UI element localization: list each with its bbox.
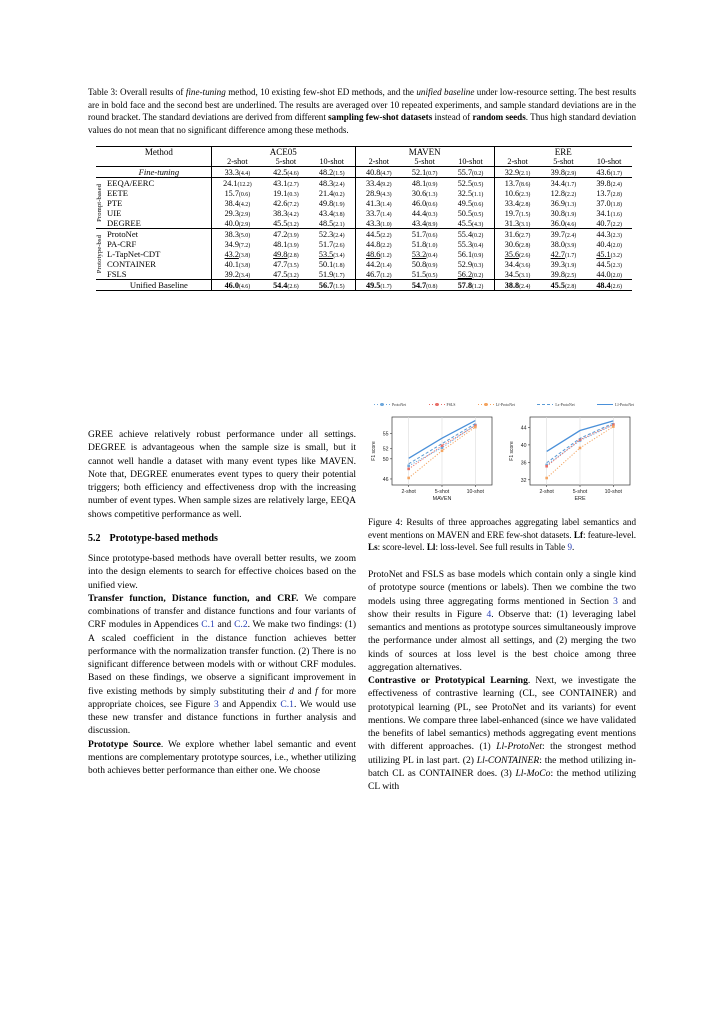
cross-reference-link[interactable]: C.2 (234, 619, 248, 631)
score-cell: 30.8(1.9) (550, 208, 577, 218)
score-cell: 44.5(2.3) (596, 259, 622, 269)
score-cell: 49.5(0.6) (457, 198, 484, 208)
y-tick-label: 50 (382, 456, 389, 463)
score-cell: 51.5(0.5) (411, 269, 438, 279)
legend-item-protonet (374, 402, 406, 407)
score-cell: 57.8(1.2) (447, 280, 494, 291)
score-cell: 29.3(2.9) (211, 208, 263, 218)
header-shot-ere-5: 5-shot (553, 157, 574, 167)
legend-swatch-protonet (374, 402, 390, 407)
score-cell: 19.7(1.5) (494, 208, 541, 218)
y-tick-label: 32 (520, 477, 527, 484)
legend-label: Lf-ProtoNet (495, 402, 515, 407)
table3-block (88, 86, 636, 291)
score-cell: 47.7(3.5) (273, 259, 299, 269)
cross-reference-link[interactable]: 9 (567, 542, 573, 552)
x-tick-label: 2-shot (539, 489, 554, 495)
score-cell: 55.4(0.2) (447, 229, 494, 240)
score-cell: 38.0(3.9) (550, 239, 577, 249)
score-cell: 48.4(2.6) (586, 280, 632, 291)
x-tick-label: 2-shot (401, 489, 416, 495)
table-row (96, 178, 632, 189)
score-cell: 47.2(3.9) (263, 229, 309, 240)
score-cell: 52.5(0.5) (447, 178, 494, 189)
series-marker (407, 465, 410, 468)
score-cell: 38.3(4.2) (273, 208, 299, 218)
method-name-cell: CONTAINER (107, 259, 156, 270)
score-cell: 39.8(2.4) (586, 178, 632, 189)
table-row (96, 259, 632, 269)
score-cell: 48.1(0.9) (402, 178, 448, 189)
score-cell: 32.9(2.1) (494, 167, 541, 178)
score-cell: 56.7(1.5) (309, 280, 356, 291)
x-tick-label: 5-shot (572, 489, 588, 495)
score-cell: 48.1(3.9) (273, 239, 299, 249)
score-cell: 34.1(1.6) (596, 208, 622, 218)
score-cell: 52.3(2.4) (309, 229, 356, 240)
score-cell: 43.3(1.0) (355, 218, 402, 229)
score-cell: 13.7(2.8) (596, 188, 622, 198)
series-marker (545, 465, 548, 468)
score-cell: 43.2(3.8) (211, 249, 263, 259)
method-name-cell: PTE (107, 198, 123, 209)
score-cell: 56.1(0.9) (457, 249, 484, 259)
score-cell: 40.8(4.7) (355, 167, 402, 178)
header-dataset-ace05: ACE05 (211, 147, 355, 158)
score-cell: 39.8(2.9) (541, 167, 587, 178)
table-row (96, 249, 632, 259)
legend-item-lf-protonet (478, 402, 515, 407)
score-cell: 36.0(4.6) (550, 218, 577, 228)
score-cell: 43.4(8.9) (411, 218, 438, 228)
score-cell: 28.9(4.3) (355, 188, 402, 198)
header-shot-maven-10: 10-shot (458, 157, 483, 167)
score-cell: 39.3(1.9) (550, 259, 577, 269)
legend-swatch-fsls (429, 402, 445, 407)
legend-item-fsls (429, 402, 456, 407)
score-cell: 41.3(1.4) (355, 198, 402, 208)
legend-swatch-ls-protonet (537, 402, 553, 407)
score-cell: 53.2(0.4) (411, 249, 438, 259)
x-axis-title: ERE (574, 496, 586, 502)
score-cell: 54.4(2.6) (263, 280, 309, 291)
score-cell: 51.7(0.6) (402, 229, 448, 240)
section-title: Prototype-based methods (109, 532, 218, 544)
legend-item-ll-protonet (597, 402, 634, 407)
score-cell: 21.4(0.2) (318, 188, 345, 198)
chart-maven (368, 411, 498, 511)
header-shot-ace05-10: 10-shot (319, 157, 345, 167)
method-name-cell: ProtoNet (107, 229, 211, 240)
y-tick-label: 36 (520, 460, 527, 467)
figure4-charts (368, 411, 636, 511)
score-cell: 38.8(2.4) (494, 280, 541, 291)
series-marker (441, 449, 444, 452)
score-cell: 31.6(2.7) (494, 229, 541, 240)
score-cell: 44.3(2.3) (586, 229, 632, 240)
score-cell: 47.5(3.2) (273, 269, 299, 279)
score-cell: 45.1(3.2) (596, 249, 622, 259)
y-tick-label: 55 (382, 431, 389, 438)
table-row (96, 198, 632, 208)
score-cell: 44.5(2.2) (355, 229, 402, 240)
score-cell: 34.4(1.7) (541, 178, 587, 189)
legend-label: Ll-ProtoNet (615, 402, 634, 407)
series-marker (612, 425, 615, 428)
paragraph-contrastive-prototypical: Contrastive or Prototypical Learning. Next, we investigate the effectiveness of contrastive learning (CL, see CONTAINER) and prototypical learning (PL, see ProtoNet and its variants) for event mentions. We compare three label-enhanced (since we have validated the benefits of label semantics) methods aggregating event mentions with different approaches. (1) Ll-ProtoNet: the strongest method utilizing PL in last part. (2) Ll-CONTAINER: the method utilizing in-batch CL as CONTAINER does. (3) Ll-MoCo: the method utilizing CL with (368, 675, 636, 792)
table-header-row-shots (96, 157, 632, 167)
table-row (96, 188, 632, 198)
x-tick-label: 10-shot (604, 489, 622, 495)
y-tick-label: 40 (520, 442, 527, 449)
score-cell: 40.0(2.9) (211, 218, 263, 229)
row-group-label-text: Prototype-bsd (96, 235, 103, 274)
score-cell: 44.8(2.2) (355, 239, 402, 249)
y-tick-label: 46 (382, 476, 389, 483)
score-cell: 32.5(1.1) (457, 188, 484, 198)
table-row (96, 218, 632, 229)
header-dataset-maven: MAVEN (355, 147, 494, 158)
legend-swatch-ll-protonet (597, 402, 613, 407)
score-cell: 50.5(0.5) (457, 208, 484, 218)
legend-swatch-lf-protonet (478, 402, 494, 407)
score-cell: 50.8(0.9) (411, 259, 438, 269)
score-cell: 43.6(1.7) (586, 167, 632, 178)
table-row (96, 208, 632, 218)
table-row (96, 167, 632, 178)
score-cell: 36.9(1.3) (550, 198, 577, 208)
header-shot-maven-2: 2-shot (355, 157, 402, 167)
legend-label: FSLS (446, 402, 456, 407)
score-cell: 46.0(4.6) (211, 280, 263, 291)
table3-caption: Table 3: Overall results of fine-tuning method, 10 existing few-shot ED methods, and the unified baseline under low-resource setting. The best results are in bold face and the second best are underlined. The results are averaged over 10 repeated experiments, and sample standard deviations are in the round bracket. The standard deviations are derived from different sampling few-shot datasets instead of random seeds. Thus high standard deviation values do not mean that no significant difference among these methods. (88, 87, 636, 135)
score-cell: 37.0(1.8) (596, 198, 622, 208)
method-name-cell: L-TapNet-CDT (107, 249, 161, 260)
score-cell: 44.2(1.4) (355, 259, 402, 269)
legend-item-ls-protonet (537, 402, 574, 407)
score-cell: 45.5(2.8) (541, 280, 587, 291)
table-row (96, 269, 632, 280)
score-cell: 44.4(0.3) (411, 208, 438, 218)
row-group-label-text: Prompt-based (96, 184, 103, 223)
score-cell: 43.1(2.7) (263, 178, 309, 189)
cross-reference-link[interactable]: C.1 (280, 698, 294, 710)
score-cell: 24.1(12.2) (211, 178, 263, 189)
score-cell: 55.7(0.2) (447, 167, 494, 178)
table-row (96, 280, 632, 291)
method-name-cell: Fine-tuning (107, 167, 211, 178)
paragraph-degree-discussion: GREE achieve relatively robust performance under all settings. DEGREE is advantageous when the sample size is small, but it cannot well handle a dataset with many event types like MAVEN. Note that, DEGREE enumerates event types to query their potential triggers; both efficiency and effectiveness drop with the increasing number of event types. When sample sizes are relatively large, EEQA shows competitive performance as well. (88, 429, 356, 520)
group-spacer (96, 147, 107, 158)
score-cell: 39.2(3.4) (211, 269, 263, 280)
header-shot-maven-5: 5-shot (414, 157, 435, 167)
score-cell: 19.1(0.3) (273, 188, 299, 198)
score-cell: 30.6(1.3) (411, 188, 438, 198)
chart-ere (506, 411, 636, 511)
y-tick-label: 52 (382, 446, 389, 453)
score-cell: 34.5(3.1) (494, 269, 541, 280)
score-cell: 33.4(9.2) (355, 178, 402, 189)
series-marker (545, 477, 548, 480)
figure4-block (368, 400, 636, 554)
score-cell: 38.4(4.2) (211, 198, 263, 208)
row-group-label-prototype-based (96, 229, 107, 280)
score-cell: 40.4(2.0) (596, 239, 622, 249)
header-shot-ere-2: 2-shot (494, 157, 541, 167)
score-cell: 40.1(3.8) (211, 259, 263, 269)
score-cell: 48.3(2.4) (309, 178, 356, 189)
method-name-cell: Unified Baseline (107, 280, 211, 291)
score-cell: 45.5(3.2) (273, 218, 299, 228)
header-dataset-ere: ERE (494, 147, 632, 158)
score-cell: 46.7(1.2) (355, 269, 402, 280)
y-axis-title: F1 score (509, 441, 515, 461)
results-table-head (96, 147, 632, 167)
method-name-cell: EETE (107, 188, 128, 199)
section-number: 5.2 (88, 532, 101, 544)
score-cell: 42.7(1.7) (550, 249, 577, 259)
table-header-row-datasets (96, 147, 632, 158)
group-spacer-2 (96, 157, 107, 167)
table3-container (96, 146, 632, 291)
cross-reference-link[interactable]: 3 (213, 698, 219, 710)
cross-reference-link[interactable]: C.1 (201, 619, 215, 631)
method-name-cell: PA-CRF (107, 239, 137, 250)
method-name-cell: UIE (107, 208, 122, 219)
paragraph-prototype-source: Prototype Source. We explore whether label semantic and event mentions are complementary prototype sources, i.e., whether utilizing both achieves better performance than either one. We choose (88, 738, 356, 776)
score-cell: 40.7(2.2) (596, 218, 622, 228)
series-marker (579, 447, 582, 450)
legend-label: ProtoNet (392, 402, 407, 407)
score-cell: 12.8(2.2) (550, 188, 577, 198)
paragraph-protonet-fsls: ProtoNet and FSLS as base models which contain only a single kind of prototype source (mentions or labels). Then we combine the two models using three aggregating forms mentioned in Section 3 and show their results in Figure 4. Observe that: (1) leveraging label semantics and mentions as prototype sources simultaneously improve the performance under almost all settings, and (2) merging the two kinds of sources at loss level is the best choice among three aggregation alternatives. (368, 569, 637, 673)
section-heading-5-2 (88, 532, 356, 545)
score-cell: 39.7(2.4) (541, 229, 587, 240)
figure4-canvas (368, 400, 636, 510)
score-cell: 15.7(0.6) (211, 188, 263, 198)
y-tick-label: 44 (520, 425, 527, 432)
method-name-cell: EEQA/EERC (107, 178, 211, 189)
right-text-column (368, 568, 636, 793)
row-group-spacer (96, 167, 107, 178)
score-cell: 34.9(7.2) (211, 239, 263, 249)
paragraph-transfer-distance-crf: Transfer function, Distance function, and CRF. We compare combinations of transfer and distance functions and four variants of CRF modules in Appendices C.1 and C.2. We make two findings: (1) A scaled coefficient in the distance function achieves better performance with the normalization transfer function. (2) There is no significant difference between models with or without CRF modules. Based on these findings, we observe a significant improvement in five existing methods by simply substituting their d and f for more appropriate choices, see Figure 3 and Appendix C.1. We would use these new transfer and distance functions in further analysis and discussion. (88, 592, 357, 737)
score-cell: 48.2(1.5) (309, 167, 356, 178)
score-cell: 45.5(4.3) (457, 218, 484, 228)
row-group-spacer (96, 280, 107, 291)
method-name-cell: DEGREE (107, 218, 141, 229)
x-axis-title: MAVEN (432, 496, 452, 502)
cross-reference-link[interactable]: 4 (486, 608, 492, 620)
method-name-cell: FSLS (107, 269, 127, 280)
score-cell: 13.7(8.6) (494, 178, 541, 189)
row-group-label-prompt-based (96, 178, 107, 229)
score-cell: 43.4(3.8) (318, 208, 345, 218)
score-cell: 53.5(3.4) (318, 249, 345, 259)
legend-label: Ls-ProtoNet (555, 402, 575, 407)
x-tick-label: 10-shot (466, 489, 484, 495)
score-cell: 49.8(1.9) (318, 198, 345, 208)
score-cell: 33.4(2.8) (494, 198, 541, 208)
table-row (96, 229, 632, 240)
score-cell: 51.8(1.0) (411, 239, 438, 249)
score-cell: 52.1(0.7) (402, 167, 448, 178)
score-cell: 51.7(2.6) (318, 239, 345, 249)
score-cell: 42.6(7.2) (273, 198, 299, 208)
score-cell: 55.3(0.4) (457, 239, 484, 249)
table-row (96, 239, 632, 249)
series-marker (407, 468, 410, 471)
paragraph-prototype-intro: Since prototype-based methods have overall better results, we zoom into the design elements to search for effective choices based on the unified view. (88, 553, 356, 591)
score-cell: 39.8(2.5) (550, 269, 577, 279)
score-cell: 42.5(4.6) (263, 167, 309, 178)
left-text-column (88, 428, 356, 777)
score-cell: 30.6(2.8) (494, 239, 541, 249)
score-cell: 56.2(0.2) (457, 269, 484, 279)
score-cell: 48.5(2.1) (318, 218, 345, 228)
header-shot-ere-10: 10-shot (596, 157, 622, 167)
score-cell: 33.3(4.4) (211, 167, 263, 178)
score-cell: 50.1(1.8) (318, 259, 345, 269)
score-cell: 35.6(2.6) (494, 249, 541, 259)
results-table-body (96, 167, 632, 291)
header-shot-ace05-2: 2-shot (211, 157, 263, 167)
header-method: Method (107, 147, 211, 158)
score-cell: 54.7(0.8) (402, 280, 448, 291)
score-cell: 48.6(1.2) (355, 249, 402, 259)
score-cell: 44.0(2.0) (596, 269, 622, 279)
cross-reference-link[interactable]: 3 (613, 595, 618, 607)
score-cell: 51.9(1.7) (318, 269, 345, 279)
score-cell: 33.7(1.4) (355, 208, 402, 218)
score-cell: 38.3(5.0) (211, 229, 263, 240)
figure4-legend (368, 400, 636, 411)
score-cell: 52.9(0.3) (457, 259, 484, 269)
score-cell: 49.5(1.7) (355, 280, 402, 291)
y-axis-title: F1 score (371, 441, 377, 461)
score-cell: 31.3(3.1) (494, 218, 541, 229)
score-cell: 10.6(2.3) (494, 188, 541, 198)
x-tick-label: 5-shot (434, 489, 450, 495)
results-table (96, 146, 632, 291)
score-cell: 46.0(0.6) (411, 198, 438, 208)
series-marker (474, 426, 477, 429)
score-cell: 34.4(3.6) (494, 259, 541, 269)
header-method-blank (107, 157, 211, 167)
header-shot-ace05-5: 5-shot (275, 157, 297, 167)
score-cell: 49.8(2.8) (273, 249, 299, 259)
series-marker (407, 477, 410, 480)
figure4-caption: Figure 4: Results of three approaches aggregating label semantics and event mentions on MAVEN and ERE few-shot datasets. Lf: feature-level. Ls: score-level. Ll: loss-level. See full results in Table 9. (368, 517, 637, 552)
